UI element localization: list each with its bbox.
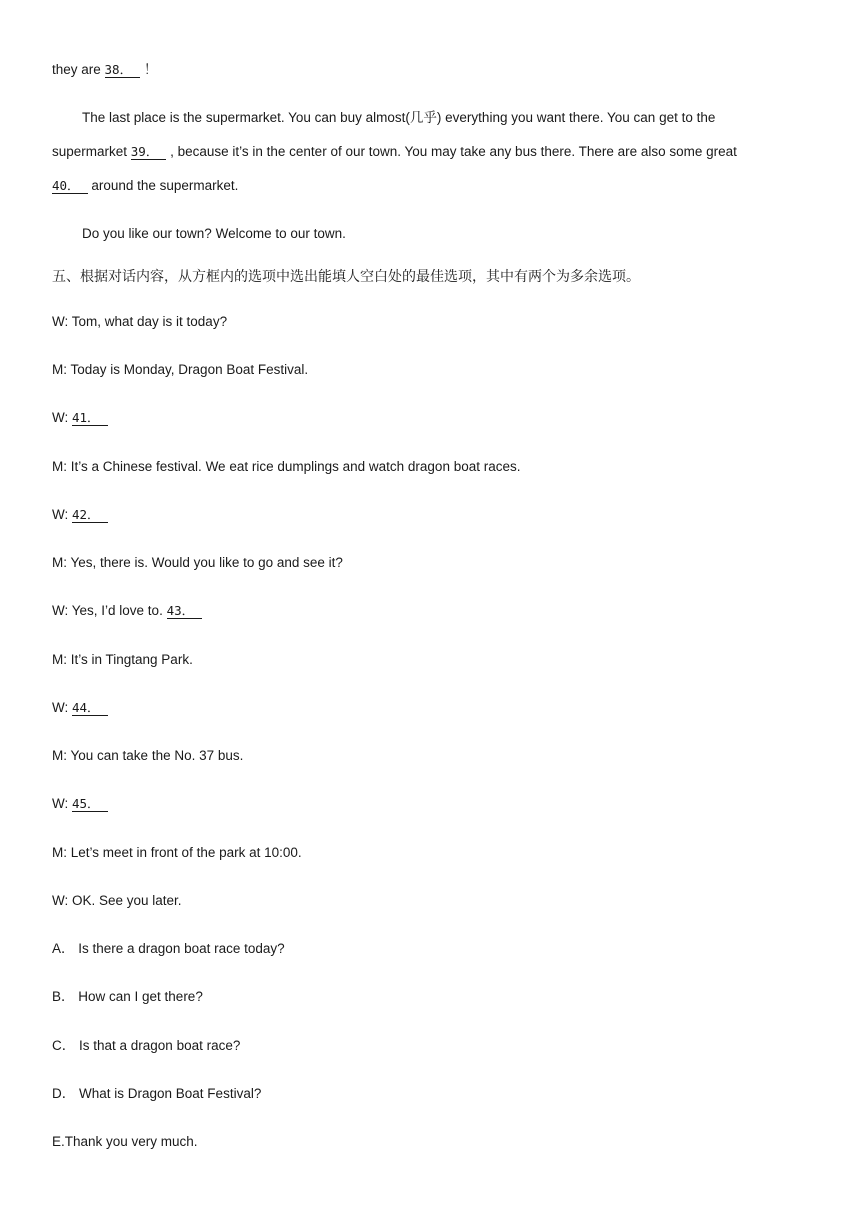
answer-blank-45[interactable]: 45．	[72, 796, 108, 812]
dialogue-line-13: W: OK. See you later.	[52, 893, 182, 908]
option-b: B． How can I get there?	[52, 989, 203, 1004]
answer-blank-42[interactable]: 42．	[72, 507, 108, 523]
dialogue-line-5	[52, 506, 108, 524]
option-d: D． What is Dragon Boat Festival?	[52, 1086, 262, 1101]
passage-line-40	[52, 177, 238, 195]
dialogue-line-1: W: Tom, what day is it today?	[52, 314, 228, 329]
passage-line-39	[52, 143, 737, 161]
speaker-label: W:	[52, 410, 72, 425]
answer-blank-39[interactable]: 39．	[131, 144, 167, 160]
speaker-label: W:	[52, 796, 72, 811]
dialogue-line-12: M: Let’s meet in front of the park at 10:00.	[52, 845, 302, 860]
passage-paragraph-supermarket-line1: The last place is the supermarket. You can buy almost(几乎) everything you want there. You can get to the	[82, 110, 716, 125]
option-e: E.Thank you very much.	[52, 1134, 198, 1149]
answer-blank-40[interactable]: 40．	[52, 178, 88, 194]
answer-blank-41[interactable]: 41．	[72, 410, 108, 426]
passage-line-38	[52, 61, 157, 79]
dialogue-line-11	[52, 795, 108, 813]
answer-blank-43[interactable]: 43．	[167, 603, 203, 619]
speaker-label: W:	[52, 507, 72, 522]
passage-text: ！	[140, 62, 158, 77]
answer-blank-38[interactable]: 38．	[105, 62, 141, 78]
speaker-label: W:	[52, 700, 72, 715]
option-a: A． Is there a dragon boat race today?	[52, 941, 285, 956]
passage-text: around the supermarket.	[87, 178, 239, 193]
passage-closing-line: Do you like our town? Welcome to our town.	[82, 226, 346, 241]
passage-text: supermarket	[52, 144, 131, 159]
option-c: C． Is that a dragon boat race?	[52, 1038, 241, 1053]
dialogue-line-3	[52, 409, 108, 427]
dialogue-line-6: M: Yes, there is. Would you like to go and see it?	[52, 555, 343, 570]
dialogue-line-7	[52, 602, 202, 620]
speaker-text: W: Yes, I’d love to.	[52, 603, 167, 618]
dialogue-line-10: M: You can take the No. 37 bus.	[52, 748, 244, 763]
dialogue-line-8: M: It’s in Tingtang Park.	[52, 652, 193, 667]
dialogue-line-9	[52, 699, 108, 717]
passage-text: they are	[52, 62, 105, 77]
section-five-heading: 五、根据对话内容，从方框内的选项中选出能填人空白处的最佳选项，其中有两个为多余选项。	[52, 269, 640, 285]
answer-blank-44[interactable]: 44．	[72, 700, 108, 716]
passage-text: , because it’s in the center of our town. You may take any bus there. There are also some great	[166, 144, 737, 159]
dialogue-line-2: M: Today is Monday, Dragon Boat Festival.	[52, 362, 309, 377]
dialogue-line-4: M: It’s a Chinese festival. We eat rice dumplings and watch dragon boat races.	[52, 459, 521, 474]
